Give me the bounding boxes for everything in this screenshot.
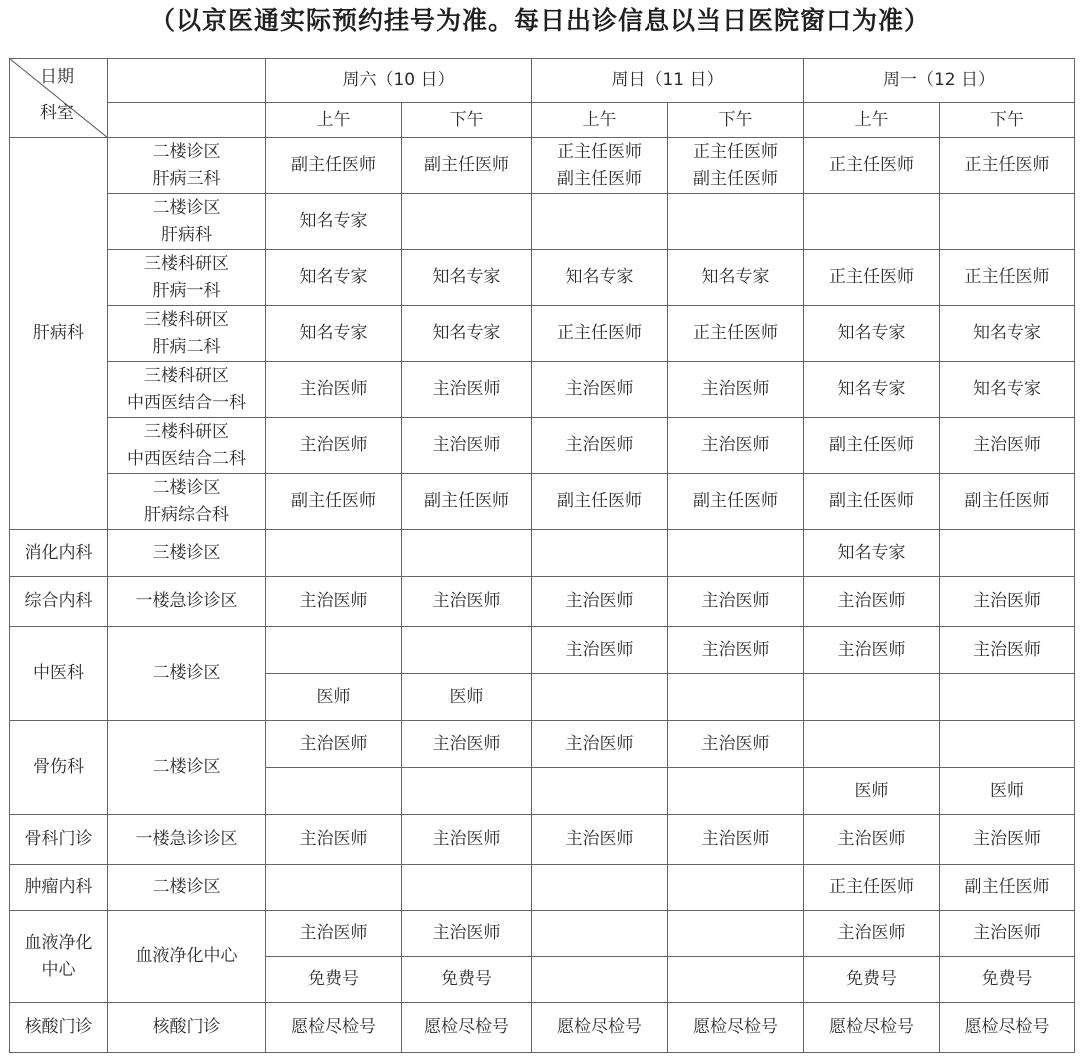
- doctor-slot-cell: [266, 306, 402, 362]
- department-name-cell: [10, 530, 108, 577]
- doctor-slot-text: 免费号: [981, 969, 1033, 989]
- doctor-slot-cell: [532, 627, 668, 674]
- doctor-slot-text: 医师: [990, 780, 1024, 801]
- doctor-slot-cell: [940, 674, 1075, 721]
- doctor-slot-cell: [940, 577, 1075, 627]
- doctor-slot-cell: [668, 418, 804, 474]
- doctor-slot-cell: [804, 911, 940, 957]
- clinic-location-cell: [108, 194, 266, 250]
- clinic-location-line: 三楼科研区: [144, 365, 229, 386]
- doctor-slot-text: 知名专家: [973, 379, 1041, 399]
- doctor-slot-cell: [266, 627, 402, 674]
- period-header: 上午: [532, 103, 668, 138]
- clinic-location-line: 肝病科: [161, 224, 212, 245]
- date-axis-label: 日期: [40, 67, 74, 87]
- doctor-slot-text: 正主任医师: [693, 323, 778, 343]
- doctor-slot-cell: [402, 306, 532, 362]
- period-header: 上午: [266, 103, 402, 138]
- doctor-slot-text: 免费号: [441, 969, 492, 989]
- location-header-cell: [108, 59, 266, 103]
- doctor-slot-text: 知名专家: [299, 323, 368, 343]
- doctor-slot-cell: [668, 865, 804, 911]
- schedule-notice-title: （以京医通实际预约挂号为准。每日出诊信息以当日医院窗口为准）: [149, 6, 930, 35]
- doctor-slot-cell: [402, 530, 532, 577]
- doctor-slot-text: 主治医师: [973, 829, 1041, 849]
- doctor-slot-cell: [668, 627, 804, 674]
- doctor-slot-text: 知名专家: [837, 542, 906, 563]
- doctor-slot-cell: [940, 138, 1075, 194]
- doctor-slot-cell: [532, 250, 668, 306]
- doctor-slot-cell: [402, 1003, 532, 1053]
- doctor-slot-cell: [266, 1003, 402, 1053]
- schedule-row: [10, 194, 1075, 250]
- doctor-slot-cell: [940, 530, 1075, 577]
- clinic-location-cell: [108, 474, 266, 530]
- doctor-slot-cell: [668, 1003, 804, 1053]
- clinic-location-line: 肝病综合科: [144, 504, 229, 525]
- doctor-slot-cell: [668, 194, 804, 250]
- clinic-location-line: 肝病二科: [152, 336, 221, 357]
- doctor-slot-text: 主治医师: [701, 733, 770, 754]
- doctor-slot-cell: [266, 577, 402, 627]
- clinic-location-cell: [108, 530, 266, 577]
- doctor-slot-cell: [668, 362, 804, 418]
- clinic-location-line: 二楼诊区: [152, 477, 221, 498]
- schedule-row: [10, 911, 1075, 957]
- doctor-slot-text: 正主任医师: [964, 267, 1050, 287]
- doctor-slot-cell: [940, 768, 1075, 815]
- doctor-slot-cell: [668, 138, 804, 194]
- doctor-slot-cell: [668, 530, 804, 577]
- doctor-slot-cell: [402, 911, 532, 957]
- corner-header-cell: [10, 59, 108, 138]
- doctor-slot-text: 主治医师: [299, 733, 368, 754]
- doctor-slot-text: 主治医师: [432, 829, 501, 849]
- doctor-slot-cell: [804, 1003, 940, 1053]
- schedule-row: [10, 474, 1075, 530]
- clinic-location-cell: [108, 815, 266, 865]
- doctor-slot-text: 主治医师: [837, 591, 906, 611]
- doctor-slot-cell: [266, 418, 402, 474]
- doctor-slot-cell: [402, 865, 532, 911]
- doctor-slot-text: 正主任医师: [829, 267, 914, 287]
- doctor-slot-text: 副主任医师: [291, 491, 376, 511]
- doctor-slot-cell: [402, 138, 532, 194]
- clinic-location-cell: [108, 721, 266, 815]
- doctor-slot-text: 主治医师: [973, 639, 1041, 660]
- clinic-location-cell: [108, 306, 266, 362]
- doctor-slot-cell: [804, 362, 940, 418]
- doctor-slot-text: 免费号: [846, 969, 897, 989]
- doctor-slot-cell: [266, 138, 402, 194]
- department-name: 肿瘤内科: [24, 877, 93, 897]
- schedule-row: [10, 530, 1075, 577]
- day-header: 周六（10 日）: [266, 59, 532, 103]
- clinic-location-line: 一楼急诊诊区: [135, 829, 238, 849]
- schedule-table: [9, 58, 1075, 1053]
- doctor-slot-text: 副主任医师: [291, 155, 376, 175]
- doctor-slot-text: 副主任医师: [557, 491, 642, 511]
- doctor-slot-cell: [940, 957, 1075, 1003]
- doctor-slot-cell: [804, 957, 940, 1003]
- department-name: 核酸门诊: [24, 1017, 93, 1037]
- clinic-location-cell: [108, 362, 266, 418]
- doctor-slot-cell: [668, 674, 804, 721]
- doctor-slot-cell: [266, 865, 402, 911]
- doctor-slot-text: 主治医师: [565, 829, 634, 849]
- clinic-location-line: 中西医结合二科: [127, 448, 246, 469]
- doctor-slot-cell: [266, 911, 402, 957]
- doctor-slot-cell: [940, 250, 1075, 306]
- doctor-slot-cell: [804, 250, 940, 306]
- doctor-slot-cell: [266, 194, 402, 250]
- clinic-location-line: 二楼诊区: [152, 663, 221, 683]
- clinic-location-line: 三楼诊区: [152, 542, 221, 563]
- doctor-slot-cell: [940, 815, 1075, 865]
- doctor-slot-cell: [266, 530, 402, 577]
- doctor-slot-cell: [940, 721, 1075, 768]
- doctor-slot-text: 主治医师: [299, 923, 368, 943]
- doctor-slot-text: 主治医师: [565, 639, 634, 660]
- doctor-slot-cell: [940, 1003, 1075, 1053]
- doctor-slot-text: 免费号: [308, 969, 359, 989]
- department-name: 肝病科: [33, 323, 84, 343]
- doctor-slot-cell: [266, 768, 402, 815]
- doctor-slot-text: 主治医师: [973, 435, 1041, 455]
- clinic-location-line: 肝病一科: [152, 280, 221, 301]
- schedule-row: [10, 250, 1075, 306]
- doctor-slot-cell: [940, 418, 1075, 474]
- location-header-cell: [108, 103, 266, 138]
- doctor-slot-cell: [940, 306, 1075, 362]
- doctor-slot-text: 愿检尽检号: [964, 1017, 1050, 1037]
- department-name-cell: [10, 865, 108, 911]
- doctor-slot-text: 主治医师: [565, 591, 634, 611]
- doctor-slot-text: 正主任医师: [557, 141, 642, 162]
- doctor-slot-text: 主治医师: [837, 829, 906, 849]
- clinic-location-line: 一楼急诊诊区: [135, 591, 238, 611]
- doctor-slot-text: 主治医师: [701, 435, 770, 455]
- period-header: 下午: [668, 103, 804, 138]
- doctor-slot-text: 副主任医师: [424, 491, 509, 511]
- doctor-slot-text: 医师: [316, 686, 351, 707]
- doctor-slot-cell: [668, 577, 804, 627]
- doctor-slot-text: 知名专家: [299, 211, 368, 231]
- doctor-slot-cell: [266, 250, 402, 306]
- clinic-location-line: 核酸门诊: [152, 1017, 221, 1037]
- clinic-location-line: 三楼科研区: [144, 309, 229, 330]
- doctor-slot-cell: [266, 957, 402, 1003]
- doctor-slot-cell: [668, 815, 804, 865]
- department-name-cell: [10, 911, 108, 1003]
- doctor-slot-cell: [668, 957, 804, 1003]
- schedule-body: [10, 138, 1075, 1053]
- department-name: 骨科门诊: [24, 829, 93, 849]
- doctor-slot-text: 愿检尽检号: [693, 1017, 778, 1037]
- schedule-row: [10, 418, 1075, 474]
- doctor-slot-cell: [532, 530, 668, 577]
- doctor-slot-text: 愿检尽检号: [424, 1017, 509, 1037]
- department-name: 综合内科: [24, 591, 93, 611]
- doctor-slot-cell: [532, 957, 668, 1003]
- doctor-slot-cell: [804, 674, 940, 721]
- doctor-slot-text: 愿检尽检号: [557, 1017, 642, 1037]
- department-name: 血液净化: [24, 932, 93, 953]
- doctor-slot-cell: [804, 577, 940, 627]
- period-header: 上午: [804, 103, 940, 138]
- doctor-slot-cell: [402, 577, 532, 627]
- doctor-slot-text: 主治医师: [432, 435, 501, 455]
- doctor-slot-cell: [804, 194, 940, 250]
- doctor-slot-text: 主治医师: [973, 591, 1041, 611]
- department-axis-label: 科室: [40, 103, 74, 123]
- doctor-slot-cell: [402, 721, 532, 768]
- doctor-slot-text: 主治医师: [432, 923, 501, 943]
- doctor-slot-cell: [804, 306, 940, 362]
- schedule-row: [10, 362, 1075, 418]
- doctor-slot-cell: [804, 815, 940, 865]
- doctor-slot-text: 主治医师: [973, 923, 1041, 943]
- doctor-slot-cell: [532, 418, 668, 474]
- doctor-slot-text: 副主任医师: [693, 168, 778, 189]
- doctor-slot-cell: [668, 911, 804, 957]
- clinic-location-cell: [108, 865, 266, 911]
- doctor-slot-text: 知名专家: [973, 323, 1041, 343]
- clinic-location-line: 中西医结合一科: [127, 392, 246, 413]
- department-name-cell: [10, 721, 108, 815]
- doctor-slot-cell: [532, 911, 668, 957]
- schedule-row: [10, 865, 1075, 911]
- doctor-slot-text: 医师: [449, 686, 484, 707]
- department-name: 中心: [41, 959, 76, 980]
- doctor-slot-cell: [940, 362, 1075, 418]
- doctor-slot-cell: [402, 627, 532, 674]
- department-name-cell: [10, 627, 108, 721]
- schedule-row: [10, 1003, 1075, 1053]
- schedule-row: [10, 306, 1075, 362]
- day-header: 周日（11 日）: [532, 59, 804, 103]
- doctor-slot-text: 知名专家: [837, 379, 906, 399]
- schedule-row: [10, 721, 1075, 768]
- clinic-location-cell: [108, 250, 266, 306]
- doctor-slot-cell: [532, 306, 668, 362]
- period-header: 下午: [402, 103, 532, 138]
- doctor-slot-text: 知名专家: [432, 323, 501, 343]
- doctor-slot-cell: [266, 674, 402, 721]
- clinic-location-line: 二楼诊区: [152, 141, 221, 162]
- doctor-slot-cell: [402, 250, 532, 306]
- doctor-slot-cell: [402, 418, 532, 474]
- doctor-slot-cell: [668, 768, 804, 815]
- clinic-location-cell: [108, 1003, 266, 1053]
- doctor-slot-text: 主治医师: [701, 829, 770, 849]
- doctor-slot-cell: [266, 721, 402, 768]
- doctor-slot-cell: [668, 306, 804, 362]
- clinic-location-line: 肝病三科: [152, 168, 221, 189]
- doctor-slot-text: 主治医师: [701, 639, 770, 660]
- doctor-slot-text: 副主任医师: [964, 491, 1050, 511]
- doctor-slot-text: 正主任医师: [829, 155, 914, 175]
- department-name: 骨伤科: [33, 757, 84, 777]
- clinic-location-cell: [108, 138, 266, 194]
- doctor-slot-text: 副主任医师: [424, 155, 509, 175]
- doctor-slot-cell: [668, 721, 804, 768]
- day-header: 周一（12 日）: [804, 59, 1075, 103]
- doctor-slot-cell: [532, 815, 668, 865]
- doctor-slot-text: 愿检尽检号: [829, 1017, 914, 1037]
- doctor-slot-text: 主治医师: [565, 379, 634, 399]
- doctor-slot-cell: [532, 138, 668, 194]
- department-name-cell: [10, 815, 108, 865]
- department-name: 中医科: [33, 663, 84, 683]
- doctor-slot-cell: [402, 474, 532, 530]
- doctor-slot-cell: [402, 362, 532, 418]
- doctor-slot-cell: [940, 627, 1075, 674]
- clinic-location-cell: [108, 418, 266, 474]
- department-name: 消化内科: [24, 542, 93, 563]
- doctor-slot-text: 副主任医师: [964, 877, 1050, 897]
- period-header-row: [10, 103, 1075, 138]
- doctor-slot-text: 主治医师: [299, 591, 368, 611]
- doctor-slot-text: 正主任医师: [557, 323, 642, 343]
- period-header: 下午: [940, 103, 1075, 138]
- doctor-slot-cell: [532, 865, 668, 911]
- doctor-slot-text: 正主任医师: [964, 155, 1050, 175]
- doctor-slot-text: 主治医师: [432, 733, 501, 754]
- doctor-slot-text: 主治医师: [299, 829, 368, 849]
- doctor-slot-text: 知名专家: [701, 267, 770, 287]
- doctor-slot-cell: [532, 474, 668, 530]
- doctor-slot-text: 主治医师: [432, 591, 501, 611]
- doctor-slot-cell: [532, 721, 668, 768]
- doctor-slot-cell: [402, 957, 532, 1003]
- doctor-slot-cell: [668, 250, 804, 306]
- doctor-slot-text: 知名专家: [432, 267, 501, 287]
- doctor-slot-text: 知名专家: [837, 323, 906, 343]
- department-name-cell: [10, 138, 108, 530]
- clinic-location-line: 三楼科研区: [144, 421, 229, 442]
- doctor-slot-text: 主治医师: [565, 435, 634, 455]
- doctor-slot-cell: [532, 1003, 668, 1053]
- doctor-slot-text: 主治医师: [837, 923, 906, 943]
- doctor-slot-text: 副主任医师: [829, 491, 914, 511]
- doctor-slot-cell: [940, 194, 1075, 250]
- doctor-slot-text: 主治医师: [837, 639, 906, 660]
- clinic-location-cell: [108, 627, 266, 721]
- doctor-slot-cell: [402, 194, 532, 250]
- doctor-slot-text: 主治医师: [565, 733, 634, 754]
- doctor-slot-text: 知名专家: [299, 267, 368, 287]
- clinic-location-line: 二楼诊区: [152, 757, 221, 777]
- doctor-slot-cell: [940, 474, 1075, 530]
- doctor-slot-text: 主治医师: [299, 435, 368, 455]
- doctor-slot-cell: [402, 815, 532, 865]
- doctor-slot-cell: [940, 865, 1075, 911]
- clinic-location-line: 二楼诊区: [152, 877, 221, 897]
- doctor-slot-text: 愿检尽检号: [291, 1017, 376, 1037]
- doctor-slot-cell: [804, 721, 940, 768]
- doctor-slot-cell: [266, 474, 402, 530]
- doctor-slot-text: 知名专家: [565, 267, 634, 287]
- doctor-slot-cell: [804, 530, 940, 577]
- day-header-row: [10, 59, 1075, 103]
- doctor-slot-cell: [804, 418, 940, 474]
- doctor-slot-text: 副主任医师: [557, 168, 642, 189]
- doctor-slot-cell: [532, 674, 668, 721]
- doctor-slot-text: 主治医师: [701, 591, 770, 611]
- clinic-location-cell: [108, 911, 266, 1003]
- doctor-slot-text: 副主任医师: [693, 491, 778, 511]
- doctor-slot-text: 主治医师: [701, 379, 770, 399]
- doctor-slot-text: 正主任医师: [829, 877, 914, 897]
- clinic-location-line: 三楼科研区: [144, 253, 229, 274]
- doctor-slot-cell: [804, 138, 940, 194]
- doctor-slot-cell: [804, 474, 940, 530]
- department-name-cell: [10, 577, 108, 627]
- clinic-location-line: 血液净化中心: [135, 946, 238, 966]
- doctor-slot-cell: [532, 577, 668, 627]
- doctor-slot-text: 主治医师: [299, 379, 368, 399]
- doctor-slot-cell: [532, 768, 668, 815]
- doctor-slot-cell: [804, 768, 940, 815]
- doctor-slot-text: 主治医师: [432, 379, 501, 399]
- doctor-slot-cell: [804, 627, 940, 674]
- doctor-slot-cell: [668, 474, 804, 530]
- doctor-slot-text: 医师: [854, 780, 889, 801]
- doctor-slot-cell: [532, 194, 668, 250]
- doctor-slot-cell: [804, 865, 940, 911]
- doctor-slot-cell: [266, 362, 402, 418]
- clinic-location-cell: [108, 577, 266, 627]
- doctor-slot-cell: [402, 674, 532, 721]
- doctor-slot-text: 正主任医师: [693, 141, 778, 162]
- doctor-slot-cell: [266, 815, 402, 865]
- doctor-slot-cell: [940, 911, 1075, 957]
- schedule-row: [10, 627, 1075, 674]
- doctor-slot-cell: [532, 362, 668, 418]
- department-name-cell: [10, 1003, 108, 1053]
- doctor-slot-cell: [402, 768, 532, 815]
- clinic-location-line: 二楼诊区: [152, 197, 221, 218]
- schedule-header: [10, 59, 1075, 138]
- schedule-row: [10, 815, 1075, 865]
- doctor-slot-text: 副主任医师: [829, 435, 914, 455]
- schedule-row: [10, 577, 1075, 627]
- schedule-row: [10, 138, 1075, 194]
